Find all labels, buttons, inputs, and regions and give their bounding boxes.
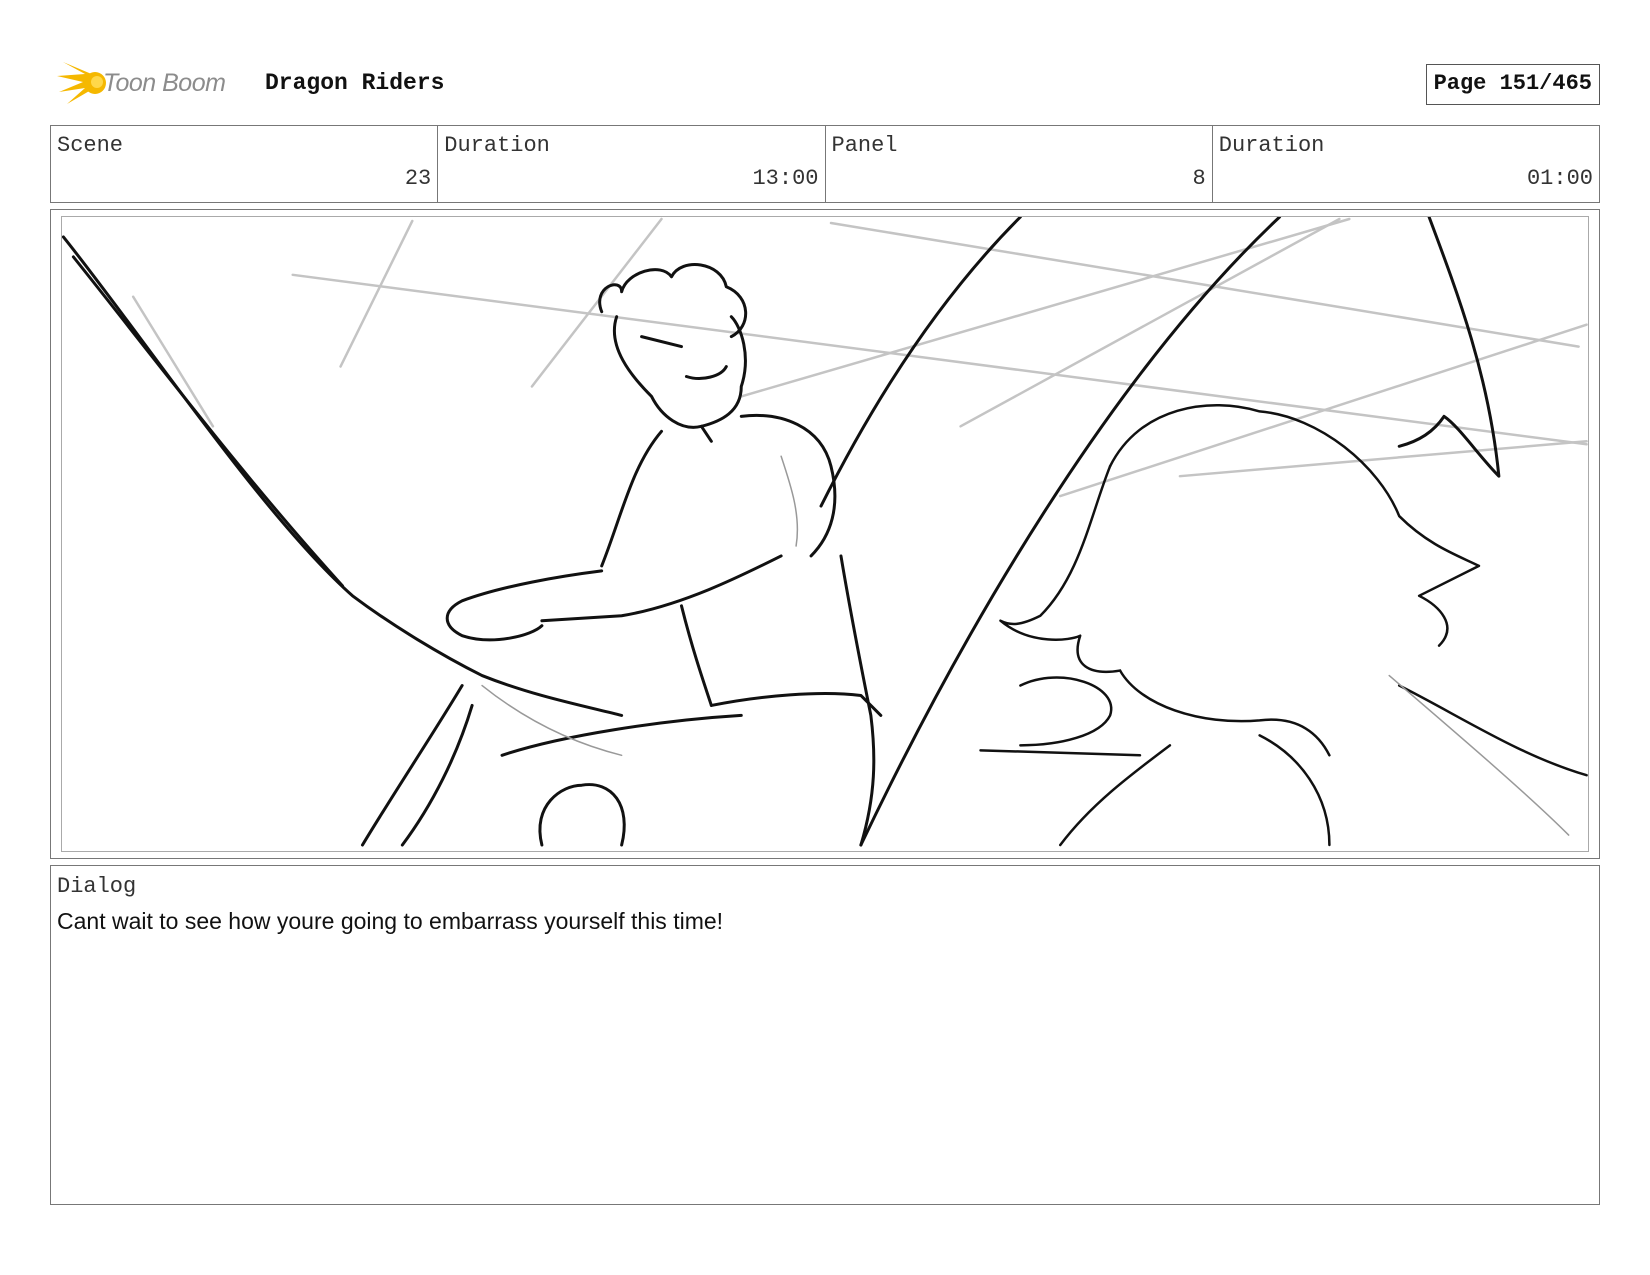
page-indicator: Page 151/465 (1426, 64, 1600, 105)
panel-label: Panel (831, 133, 898, 158)
dialog-label: Dialog (57, 874, 137, 899)
project-title: Dragon Riders (265, 70, 445, 96)
panel-cell (826, 126, 1213, 202)
panel-duration-cell (1213, 126, 1599, 202)
logo-text: Toon Boom (103, 68, 226, 97)
starburst-logo-icon (55, 58, 107, 108)
storyboard-sketch-image (62, 217, 1588, 851)
storyboard-panel (61, 216, 1589, 852)
scene-cell (51, 126, 438, 202)
panel-frame (50, 209, 1600, 859)
scene-duration-value: 13:00 (752, 166, 819, 191)
panel-duration-value: 01:00 (1526, 166, 1593, 191)
dialog-text: Cant wait to see how youre going to embarrass yourself this time! (57, 908, 724, 934)
scene-info-table (50, 125, 1600, 203)
page-header (50, 58, 1600, 108)
panel-duration-label: Duration (1218, 133, 1325, 158)
panel-value: 8 (1192, 166, 1206, 191)
scene-label: Scene (57, 133, 124, 158)
scene-value: 23 (404, 166, 432, 191)
toon-boom-logo (55, 58, 255, 108)
scene-duration-cell (438, 126, 825, 202)
dialog-box (50, 865, 1600, 1205)
scene-duration-label: Duration (444, 133, 550, 158)
